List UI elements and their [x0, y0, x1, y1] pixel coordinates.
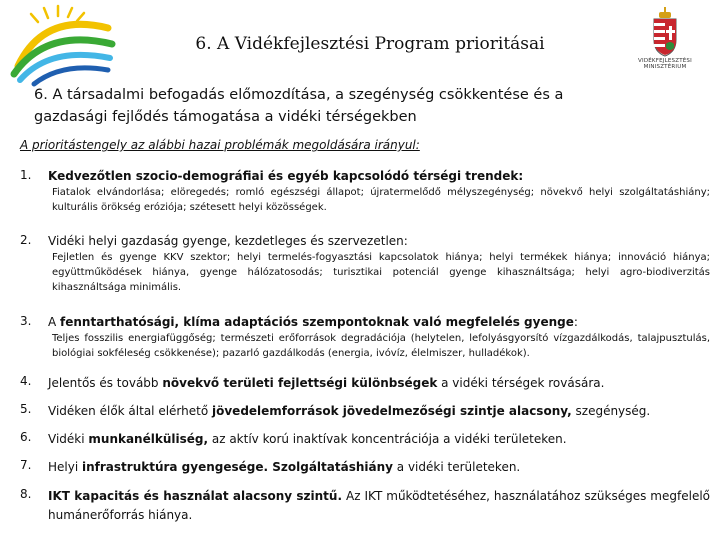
intro-text: A prioritástengely az alábbi hazai problémák megoldására irányul: [20, 138, 420, 152]
item-text-post: a vidéki térségek rovására. [437, 376, 605, 390]
item-text-pre: Vidéki [48, 432, 89, 446]
subtitle-line-1: 6. A társadalmi befogadás előmozdítása, a szegénység csökkentése és a [34, 87, 564, 103]
item-number: 8. [20, 487, 32, 501]
item-number: 7. [20, 458, 32, 472]
item-number: 6. [20, 430, 32, 444]
item-text-bold: IKT kapacitás és használat alacsony szintű. [48, 489, 343, 503]
list-item-4 [20, 374, 710, 393]
item-text-pre: Helyi [48, 460, 82, 474]
item-text-bold: infrastruktúra gyengesége. Szolgáltatáshiány [82, 460, 393, 474]
item-heading [48, 314, 710, 331]
item-heading-bold: Kedvezőtlen szocio-demográfiai és egyéb kapcsolódó térségi trendek: [48, 169, 524, 183]
item-text-post: szegénység. [571, 404, 651, 418]
item-number: 1. [20, 168, 32, 182]
item-text-pre: Vidéken élők által elérhető [48, 404, 212, 418]
list-item-3 [20, 314, 710, 361]
item-text [48, 487, 710, 525]
ministry-coat-of-arms [630, 6, 700, 90]
item-detail: Fejletlen és gyenge KKV szektor; helyi termelés-fogyasztási kapcsolatok hiánya; helyi termékek hiánya; innováció hiánya; együttműködések hiánya, gyenge hálózatosodás; turisztikai potenciál gyenge kihasználtsága; helyi agro-biodiverzitás kihasználtsága minimális. [52, 252, 710, 293]
item-text-pre: Jelentős és tovább [48, 376, 163, 390]
item-number: 3. [20, 314, 32, 328]
logo-arc-blue [34, 68, 108, 84]
page-title: 6. A Vidékfejlesztési Program prioritásai [195, 34, 545, 54]
item-detail: Fiatalok elvándorlása; elöregedés; romló egészségi állapot; újratermelődő mélyszegénység; növekvő helyi szolgáltatáshiány; kulturális örökség eróziója; szétesett helyi közösségek. [52, 187, 710, 213]
item-number: 5. [20, 402, 32, 416]
item-text [48, 430, 710, 449]
list-item-7 [20, 458, 710, 477]
item-heading-bold: fenntarthatósági, klíma adaptációs szempontoknak való megfelelés gyenge [60, 315, 574, 329]
item-heading-post: : [573, 315, 578, 329]
item-number: 2. [20, 233, 32, 247]
item-text [48, 402, 710, 421]
item-heading [48, 168, 710, 185]
item-text-bold: növekvő területi fejlettségi különbségek [162, 376, 438, 390]
priority-subtitle [34, 84, 674, 128]
item-text [48, 458, 710, 477]
item-heading: Vidéki helyi gazdaság gyenge, kezdetleges és szervezetlen: [48, 234, 408, 248]
subtitle-line-2: gazdasági fejlődés támogatása a vidéki térségekben [34, 109, 417, 125]
list-item-5 [20, 402, 710, 421]
list-item-2 [20, 233, 710, 295]
logo-sun-rays [31, 6, 84, 22]
item-detail: Teljes fosszilis energiafüggőség; természeti erőforrások degradációja (helytelen, lefolyásgyorsító vízgazdálkodás, talajpusztulás, biológiai sokféleség csökkenése); pazarló gazdálkodás (energia, ivóvíz, élelmiszer, hulladékok). [52, 333, 710, 359]
item-heading-pre: A [48, 315, 61, 329]
item-text [48, 374, 710, 393]
item-text-post: az aktív korú inaktívak koncentrációja a vidéki területeken. [208, 432, 567, 446]
program-logo [4, 4, 120, 88]
list-item-1 [20, 168, 710, 215]
item-text-bold: jövedelemforrások jövedelmezőségi szintje alacsony, [212, 404, 572, 418]
ministry-logo-text: VIDÉKFEJLESZTÉSI MINISZTÉRIUM [638, 58, 692, 70]
item-text-post: Az IKT működtetéséhez, használatához szükséges megfelelő humánerőforrás hiánya. [48, 489, 710, 522]
list-item-8 [20, 487, 710, 525]
item-text-bold: munkanélküliség, [88, 432, 209, 446]
list-item-6 [20, 430, 710, 449]
item-number: 4. [20, 374, 32, 388]
item-text-post: a vidéki területeken. [392, 460, 521, 474]
